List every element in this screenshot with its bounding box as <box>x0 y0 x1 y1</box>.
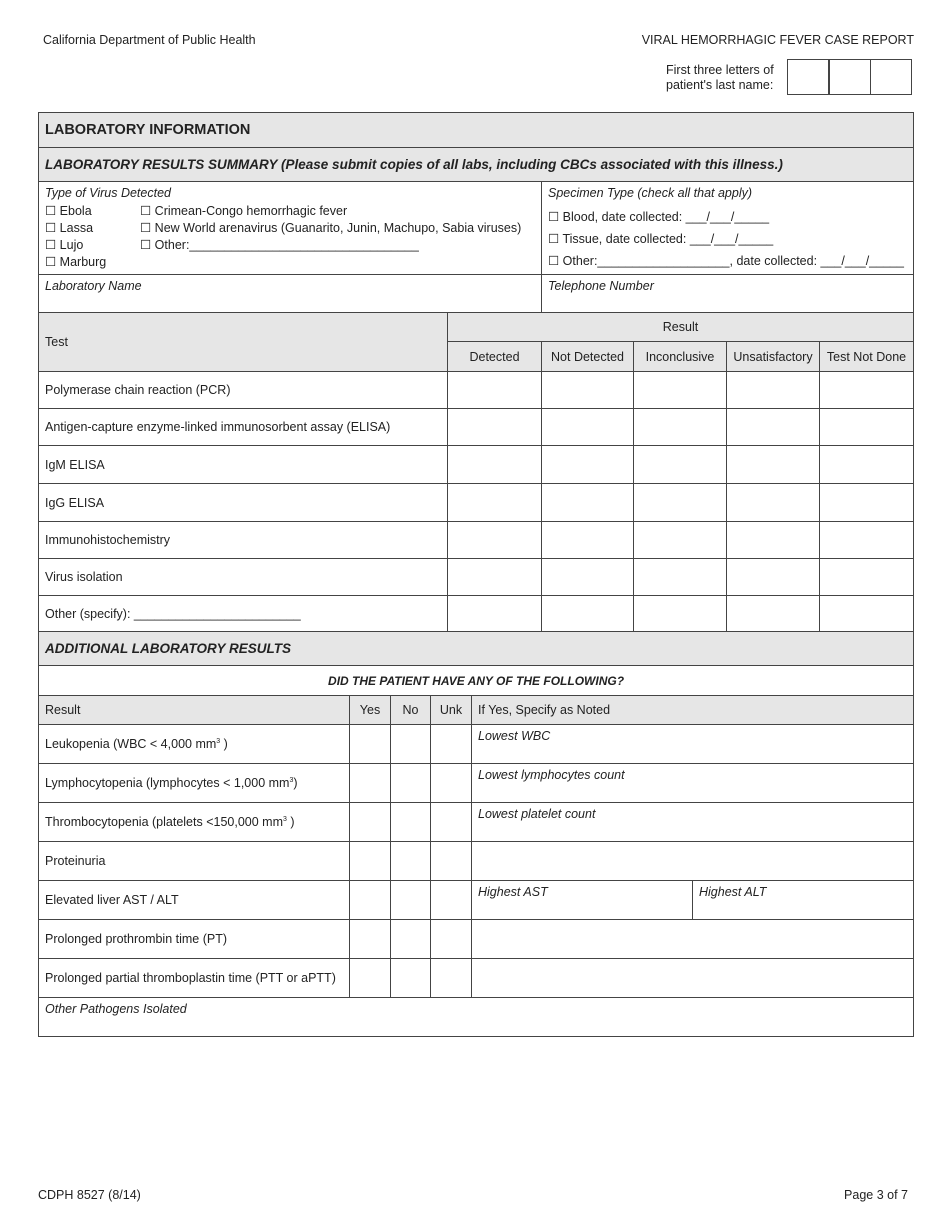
label-line: patient's last name: <box>666 78 774 92</box>
specify-field[interactable] <box>472 842 914 881</box>
label-tail: ) <box>220 737 228 751</box>
virus-checkbox[interactable]: ☐ Lassa <box>45 221 94 235</box>
result-cell[interactable] <box>634 559 727 596</box>
no-checkbox-cell[interactable] <box>391 959 431 998</box>
laboratory-name-label: Laboratory Name <box>45 279 142 293</box>
result-cell[interactable] <box>448 596 542 633</box>
result-cell[interactable] <box>634 372 727 409</box>
virus-type-label: Type of Virus Detected <box>45 186 171 200</box>
last-name-letter-1[interactable] <box>787 59 829 95</box>
additional-row <box>39 764 914 803</box>
test-name: Antigen-capture enzyme-linked immunosorbent assay (ELISA) <box>39 409 448 446</box>
additional-row <box>39 920 914 959</box>
result-label <box>39 764 350 803</box>
specimen-checkbox[interactable]: ☐ Blood, date collected: ___/___/_____ <box>548 210 770 224</box>
result-cell[interactable] <box>542 559 634 596</box>
virus-type-cell <box>39 182 542 275</box>
last-name-letter-2[interactable] <box>829 59 871 95</box>
test-row <box>39 484 914 522</box>
label-text: Prolonged prothrombin time (PT) <box>45 932 228 946</box>
result-cell[interactable] <box>448 484 542 522</box>
no-checkbox-cell[interactable] <box>391 842 431 881</box>
label-text: Proteinuria <box>45 854 106 868</box>
result-cell[interactable] <box>820 596 914 633</box>
label-text: Lymphocytopenia (lymphocytes < 1,000 mm <box>45 776 290 790</box>
test-row <box>39 372 914 409</box>
additional-row <box>39 881 914 920</box>
result-column-header: Inconclusive <box>634 342 727 372</box>
result-cell[interactable] <box>727 596 820 633</box>
result-cell[interactable] <box>542 409 634 446</box>
result-cell[interactable] <box>448 409 542 446</box>
unk-checkbox-cell[interactable] <box>431 803 472 842</box>
result-cell[interactable] <box>542 484 634 522</box>
virus-checkbox[interactable]: ☐ Ebola <box>45 204 92 218</box>
laboratory-name-field[interactable] <box>39 275 542 313</box>
tests-table <box>38 312 914 633</box>
result-label <box>39 842 350 881</box>
test-row <box>39 446 914 484</box>
specimen-checkbox[interactable]: ☐ Tissue, date collected: ___/___/_____ <box>548 232 774 246</box>
test-row <box>39 559 914 596</box>
column-header: Unk <box>431 696 472 725</box>
unk-checkbox-cell[interactable] <box>431 725 472 764</box>
label-line: First three letters of <box>666 63 774 77</box>
result-cell[interactable] <box>820 559 914 596</box>
result-cell[interactable] <box>727 372 820 409</box>
additional-row <box>39 725 914 764</box>
result-cell[interactable] <box>542 446 634 484</box>
yes-checkbox-cell[interactable] <box>350 920 391 959</box>
result-column-header: Not Detected <box>542 342 634 372</box>
unk-checkbox-cell[interactable] <box>431 764 472 803</box>
superscript: 3 <box>282 815 287 823</box>
section-title: LABORATORY INFORMATION <box>39 113 914 148</box>
test-name: IgG ELISA <box>39 484 448 522</box>
virus-checkbox[interactable]: ☐ Lujo <box>45 238 84 252</box>
column-header: Result <box>39 696 350 725</box>
result-cell[interactable] <box>727 522 820 559</box>
result-cell[interactable] <box>634 484 727 522</box>
test-name: Polymerase chain reaction (PCR) <box>39 372 448 409</box>
unk-checkbox-cell[interactable] <box>431 842 472 881</box>
label-text: Leukopenia (WBC < 4,000 mm <box>45 737 217 751</box>
specimen-checkbox[interactable]: ☐ Other:___________________, date collected: ___/___/_____ <box>548 254 904 268</box>
yes-checkbox-cell[interactable] <box>350 959 391 998</box>
result-cell[interactable] <box>542 372 634 409</box>
virus-checkbox[interactable]: ☐ Crimean-Congo hemorrhagic fever <box>140 204 348 218</box>
unk-checkbox-cell[interactable] <box>431 959 472 998</box>
result-cell[interactable] <box>820 446 914 484</box>
test-name: Virus isolation <box>39 559 448 596</box>
test-name: Other (specify): ________________________ <box>39 596 448 633</box>
form-number: CDPH 8527 (8/14) <box>38 1188 141 1202</box>
result-cell[interactable] <box>448 559 542 596</box>
test-row <box>39 409 914 446</box>
specify-field[interactable] <box>472 920 914 959</box>
other-pathogens-field[interactable]: Other Pathogens Isolated <box>39 998 914 1037</box>
label-text: Prolonged partial thromboplastin time (PTT or aPTT) <box>45 971 336 985</box>
specimen-type-cell <box>542 182 914 275</box>
yes-checkbox-cell[interactable] <box>350 842 391 881</box>
additional-row <box>39 803 914 842</box>
last-name-label <box>666 63 774 93</box>
result-cell[interactable] <box>448 446 542 484</box>
result-column-header: Test Not Done <box>820 342 914 372</box>
test-name: IgM ELISA <box>39 446 448 484</box>
no-checkbox-cell[interactable] <box>391 764 431 803</box>
no-checkbox-cell[interactable] <box>391 920 431 959</box>
result-cell[interactable] <box>542 596 634 633</box>
label-text: Elevated liver AST / ALT <box>45 893 179 907</box>
result-cell[interactable] <box>727 559 820 596</box>
test-header: Test <box>39 313 448 372</box>
test-row <box>39 522 914 559</box>
result-label <box>39 920 350 959</box>
result-cell[interactable] <box>820 409 914 446</box>
result-label <box>39 881 350 920</box>
result-cell[interactable] <box>820 522 914 559</box>
yes-checkbox-cell[interactable] <box>350 803 391 842</box>
column-header: If Yes, Specify as Noted <box>472 696 914 725</box>
column-header: Yes <box>350 696 391 725</box>
specimen-type-label: Specimen Type (check all that apply) <box>548 186 753 200</box>
no-checkbox-cell[interactable] <box>391 803 431 842</box>
result-label <box>39 803 350 842</box>
result-cell[interactable] <box>634 522 727 559</box>
yes-checkbox-cell[interactable] <box>350 764 391 803</box>
question-heading: DID THE PATIENT HAVE ANY OF THE FOLLOWING? <box>39 666 914 696</box>
specify-field[interactable]: Lowest platelet count <box>472 803 914 842</box>
label-text: Thrombocytopenia (platelets <150,000 mm <box>45 815 283 829</box>
result-header: Result <box>448 313 914 342</box>
result-column-header: Unsatisfactory <box>727 342 820 372</box>
test-name: Immunohistochemistry <box>39 522 448 559</box>
unk-checkbox-cell[interactable] <box>431 881 472 920</box>
virus-checkbox[interactable]: ☐ Marburg <box>45 255 107 269</box>
no-checkbox-cell[interactable] <box>391 881 431 920</box>
telephone-field[interactable] <box>542 275 914 313</box>
virus-checkbox[interactable]: ☐ New World arenavirus (Guanarito, Junin, Machupo, Sabia viruses) <box>140 221 522 235</box>
org-name: California Department of Public Health <box>43 33 256 47</box>
superscript: 3 <box>289 776 294 784</box>
no-checkbox-cell[interactable] <box>391 725 431 764</box>
result-cell[interactable] <box>727 446 820 484</box>
test-row <box>39 596 914 633</box>
superscript: 3 <box>216 737 221 745</box>
additional-row <box>39 959 914 998</box>
report-title: VIRAL HEMORRHAGIC FEVER CASE REPORT <box>641 33 914 47</box>
result-cell[interactable] <box>634 596 727 633</box>
specify-field[interactable]: Lowest lymphocytes count <box>472 764 914 803</box>
result-cell[interactable] <box>634 409 727 446</box>
summary-title: LABORATORY RESULTS SUMMARY (Please submit copies of all labs, including CBCs associated with this illness.) <box>39 148 914 182</box>
page-number: Page 3 of 7 <box>844 1188 908 1202</box>
other-pathogens-row <box>39 998 914 1037</box>
result-cell[interactable] <box>448 372 542 409</box>
specify-field[interactable]: Highest AST <box>472 881 693 920</box>
yes-checkbox-cell[interactable] <box>350 725 391 764</box>
yes-checkbox-cell[interactable] <box>350 881 391 920</box>
result-cell[interactable] <box>727 409 820 446</box>
specify-field[interactable] <box>472 959 914 998</box>
column-header: No <box>391 696 431 725</box>
additional-title: ADDITIONAL LABORATORY RESULTS <box>39 632 914 666</box>
last-name-letter-3[interactable] <box>870 59 912 95</box>
result-label <box>39 959 350 998</box>
virus-checkbox[interactable]: ☐ Other:_________________________________ <box>140 238 419 252</box>
result-cell[interactable] <box>634 446 727 484</box>
additional-results-table <box>38 631 914 1037</box>
specify-field[interactable]: Highest ALT <box>693 881 914 920</box>
result-cell[interactable] <box>542 522 634 559</box>
result-column-header: Detected <box>448 342 542 372</box>
label-tail: ) <box>286 815 295 829</box>
result-cell[interactable] <box>448 522 542 559</box>
result-cell[interactable] <box>820 372 914 409</box>
additional-row <box>39 842 914 881</box>
telephone-label: Telephone Number <box>548 279 654 293</box>
unk-checkbox-cell[interactable] <box>431 920 472 959</box>
lab-info-section <box>38 112 914 313</box>
result-label <box>39 725 350 764</box>
label-tail: ) <box>293 776 298 790</box>
specify-field[interactable]: Lowest WBC <box>472 725 914 764</box>
result-cell[interactable] <box>820 484 914 522</box>
result-cell[interactable] <box>727 484 820 522</box>
